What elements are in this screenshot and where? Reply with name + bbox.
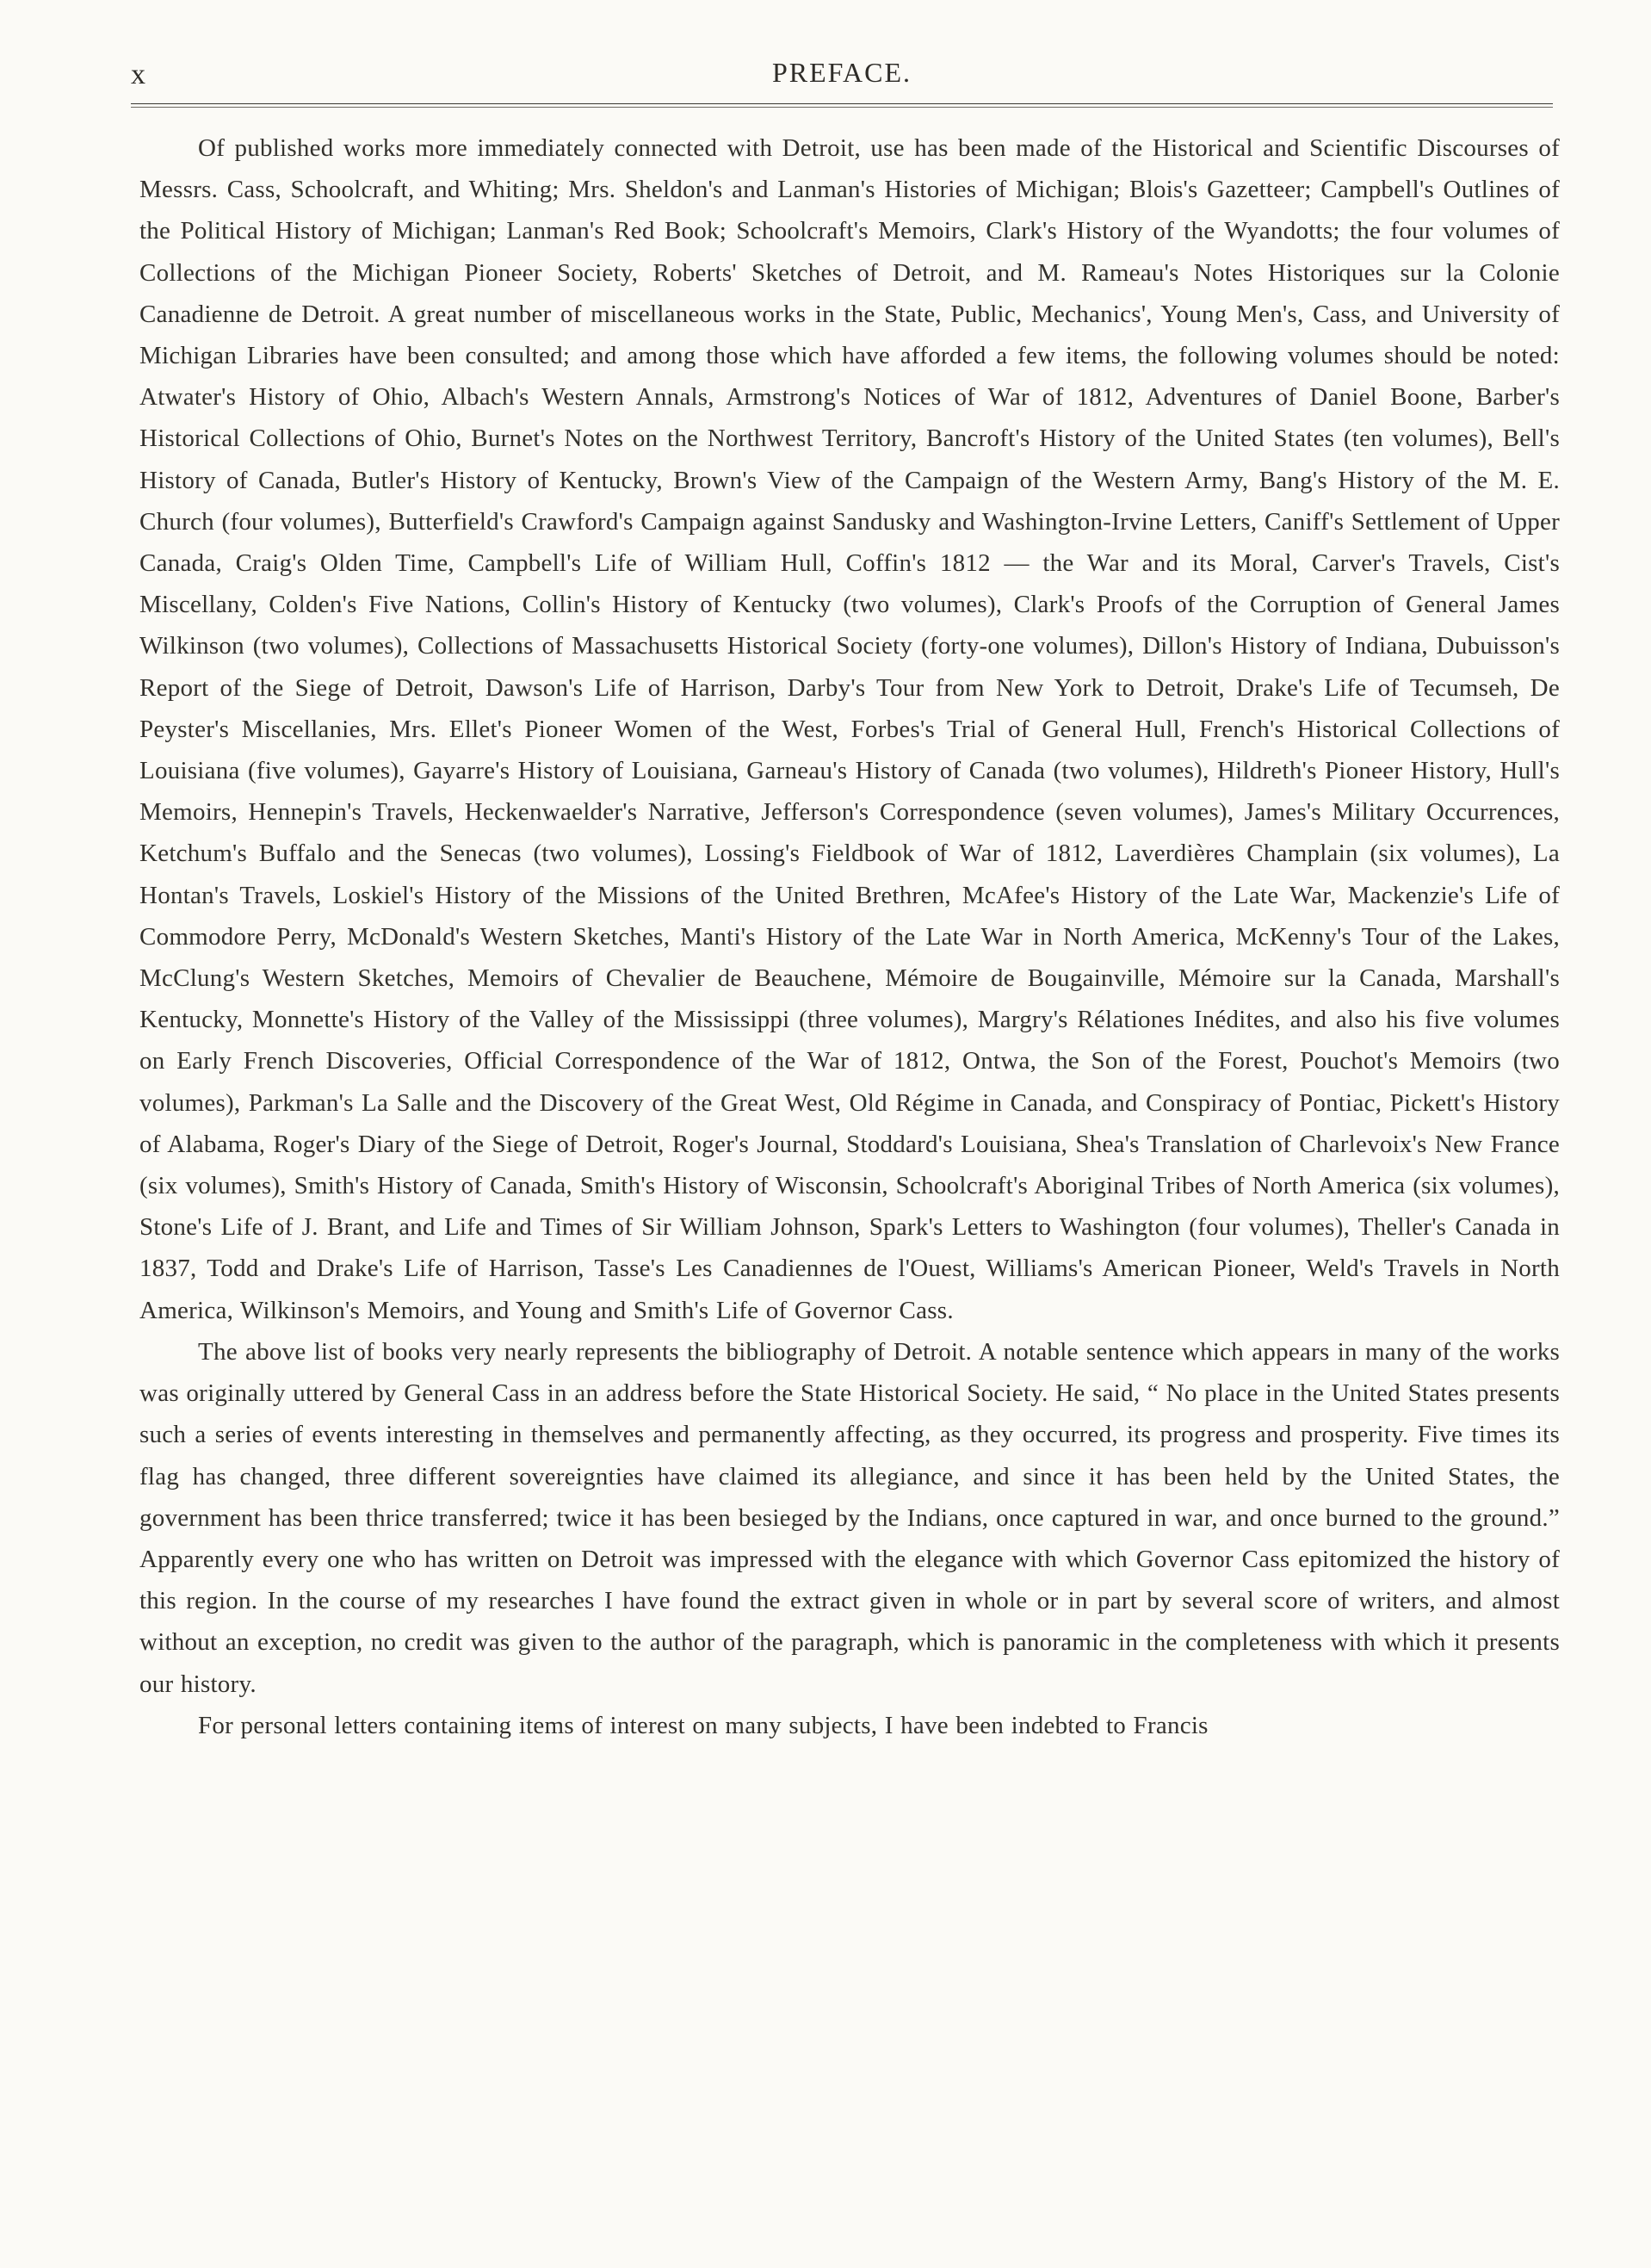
paragraph-personal-letters: For personal letters containing items of interest on many subjects, I have been indebted to Francis — [198, 1711, 1209, 1739]
paragraph-bibliography: Of published works more immediately connected with Detroit, use has been made of the Historical and Scientific Discourses of Messrs. Cass, Schoolcraft, and Whiting; Mrs. Sheldon's and Lanman's Histories of Michigan; Blois's Gazetteer; Campbell's Outlines of the Political History of Michigan; Lanman's Red Book; Schoolcraft's Memoirs, Clark's History of the Wyandotts; the four volumes of Collections of the Michigan Pioneer Society, Roberts' Sketches of Detroit, and M. Rameau's Notes Historiques sur la Colonie Canadienne de Detroit. A great number of miscellaneous works in the State, Public, Mechanics', Young Men's, Cass, and University of Michigan Libraries have been consulted; and among those which have afforded a few items, the following volumes should be noted: Atwater's History of Ohio, Albach's Western Annals, Armstrong's Notices of War of 1812, Adventures of Daniel Boone, Barber's Historical Collections of Ohio, Burnet's Notes on the Northwest Territory, Bancroft's History of the United States (ten volumes), Bell's History of Canada, Butler's History of Kentucky, Brown's View of the Campaign of the Western Army, Bang's History of the M. E. Church (four volumes), Butterfield's Crawford's Campaign against Sandusky and Washington-Irvine Letters, Caniff's Settlement of Upper Canada, Craig's Olden Time, Campbell's Life of William Hull, Coffin's 1812 — the War and its Moral, Carver's Travels, Cist's Miscellany, Colden's Five Nations, Collin's History of Kentucky (two volumes), Clark's Proofs of the Corruption of General James Wilkinson (two volumes), Collections of Massachusetts Historical Society (forty-one volumes), Dillon's History of Indiana, Dubuisson's Report of the Siege of Detroit, Dawson's Life of Harrison, Darby's Tour from New York to Detroit, Drake's Life of Tecumseh, De Peyster's Miscellanies, Mrs. Ellet's Pioneer Women of the West, Forbes's Trial of General Hull, French's Historical Collections of Louisiana (five volumes), Gayarre's History of Louisiana, Garneau's History of Canada (two volumes), Hildreth's Pioneer History, Hull's Memoirs, Hennepin's Travels, Heckenwaelder's Narrative, Jefferson's Correspondence (seven volumes), James's Military Occurrences, Ketchum's Buffalo and the Senecas (two volumes), Lossing's Fieldbook of War of 1812, Laverdières Champlain (six volumes), La Hontan's Travels, Loskiel's History of the Missions of the United Brethren, McAfee's History of the Late War, Mackenzie's Life of Commodore Perry, McDonald's Western Sketches, Manti's History of the Late War in North America, McKenny's Tour of the Lakes, McClung's Western Sketches, Memoirs of Chevalier de Beauchene, Mémoire de Bougainville, Mémoire sur la Canada, Marshall's Kentucky, Monnette's History of the Valley of the Mississippi (three volumes), Margry's Rélationes Inédites, and also his five volumes on Early French Discoveries, Official Correspondence of the War of 1812, Ontwa, the Son of the Forest, Pouchot's Memoirs (two volumes), Parkman's La Salle and the Discovery of the Great West, Old Régime in Canada, and Conspiracy of Pontiac, Pickett's History of Alabama, Roger's Diary of the Siege of Detroit, Roger's Journal, Stoddard's Louisiana, Shea's Translation of Charlevoix's New France (six volumes), Smith's History of Canada, Smith's History of Wisconsin, Schoolcraft's Aboriginal Tribes of North America (six volumes), Stone's Life of J. Brant, and Life and Times of Sir William Johnson, Spark's Letters to Washington (four volumes), Theller's Canada in 1837, Todd and Drake's Life of Harrison, Tasse's Les Canadiennes de l'Ouest, Williams's American Pioneer, Weld's Travels in North America, Wilkinson's Memoirs, and Young and Smith's Life of Governor Cass. — [139, 134, 1560, 1324]
page-number: x — [131, 59, 146, 90]
header-rule — [131, 103, 1553, 108]
running-head — [131, 53, 1553, 105]
running-title: PREFACE. — [771, 57, 912, 88]
body-text — [139, 127, 1560, 1746]
paragraph-cass-quote: The above list of books very nearly represents the bibliography of Detroit. A notable sentence which appears in many of the works was originally uttered by General Cass in an address before the State Historical Society. He said, “ No place in the United States presents such a series of events interesting in themselves and permanently affecting, as they occurred, its progress and prosperity. Five times its flag has changed, three different sovereignties have claimed its allegiance, and since it has been held by the United States, the government has been thrice transferred; twice it has been besieged by the Indians, once captured in war, and once burned to the ground.” Apparently every one who has written on Detroit was impressed with the elegance with which Governor Cass epitomized the history of this region. In the course of my researches I have found the extract given in whole or in part by several score of writers, and almost without an exception, no credit was given to the author of the paragraph, which is panoramic in the completeness with which it presents our history. — [139, 1337, 1560, 1698]
